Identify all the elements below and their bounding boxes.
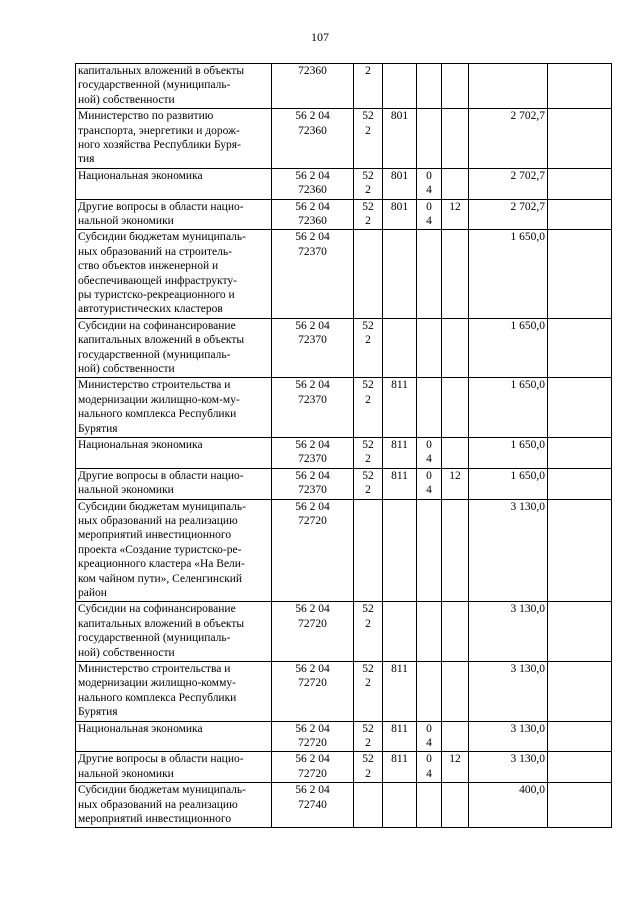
extra-cell (548, 661, 612, 721)
expense-type-cell: 52 2 (354, 199, 383, 230)
table-row (76, 109, 612, 169)
amount-cell: 2 702,7 (469, 168, 548, 199)
amount-cell: 2 702,7 (469, 109, 548, 169)
amount-cell: 3 130,0 (469, 602, 548, 662)
subsection-cell: 12 (442, 468, 469, 499)
row-name-cell: Министерство по развитию транспорта, энергетики и дорож- ного хозяйства Республики Буря- тия (76, 109, 272, 169)
table-row (76, 468, 612, 499)
expense-type-cell (354, 783, 383, 828)
expense-type-cell: 52 2 (354, 437, 383, 468)
amount-cell: 3 130,0 (469, 752, 548, 783)
department-code-cell: 801 (383, 199, 417, 230)
target-article-cell: 56 2 04 72360 (272, 168, 354, 199)
expense-type-cell: 52 2 (354, 721, 383, 752)
section-cell: 0 4 (417, 468, 442, 499)
subsection-cell (442, 499, 469, 602)
amount-cell: 3 130,0 (469, 721, 548, 752)
extra-cell (548, 602, 612, 662)
extra-cell (548, 168, 612, 199)
extra-cell (548, 752, 612, 783)
extra-cell (548, 109, 612, 169)
department-code-cell (383, 64, 417, 109)
budget-table (75, 63, 612, 828)
target-article-cell: 56 2 04 72740 (272, 783, 354, 828)
section-cell (417, 602, 442, 662)
department-code-cell (383, 318, 417, 378)
subsection-cell (442, 783, 469, 828)
row-name-cell: Национальная экономика (76, 168, 272, 199)
amount-cell: 1 650,0 (469, 468, 548, 499)
target-article-cell: 56 2 04 72370 (272, 378, 354, 438)
table-row (76, 721, 612, 752)
section-cell (417, 109, 442, 169)
expense-type-cell: 52 2 (354, 752, 383, 783)
section-cell: 0 4 (417, 168, 442, 199)
section-cell (417, 318, 442, 378)
section-cell: 0 4 (417, 752, 442, 783)
table-body (76, 64, 612, 828)
section-cell (417, 783, 442, 828)
department-code-cell: 811 (383, 468, 417, 499)
amount-cell: 1 650,0 (469, 437, 548, 468)
target-article-cell: 56 2 04 72720 (272, 661, 354, 721)
row-name-cell: Другие вопросы в области нацио- нальной экономики (76, 199, 272, 230)
section-cell (417, 378, 442, 438)
target-article-cell: 56 2 04 72720 (272, 602, 354, 662)
subsection-cell (442, 378, 469, 438)
extra-cell (548, 378, 612, 438)
expense-type-cell: 52 2 (354, 661, 383, 721)
department-code-cell (383, 230, 417, 318)
row-name-cell: Другие вопросы в области нацио- нальной экономики (76, 468, 272, 499)
expense-type-cell (354, 499, 383, 602)
subsection-cell (442, 318, 469, 378)
table-row (76, 230, 612, 318)
expense-type-cell: 2 (354, 64, 383, 109)
amount-cell: 1 650,0 (469, 318, 548, 378)
expense-type-cell: 52 2 (354, 109, 383, 169)
amount-cell (469, 64, 548, 109)
department-code-cell: 801 (383, 168, 417, 199)
section-cell: 0 4 (417, 437, 442, 468)
section-cell (417, 230, 442, 318)
row-name-cell: Субсидии бюджетам муниципаль- ных образований на строитель- ство объектов инженерной и обеспечивающей инфраструкту- ры туристско-рекреационного и автотуристических кластеров (76, 230, 272, 318)
table-row (76, 318, 612, 378)
amount-cell: 2 702,7 (469, 199, 548, 230)
department-code-cell (383, 783, 417, 828)
table-row (76, 499, 612, 602)
target-article-cell: 56 2 04 72720 (272, 721, 354, 752)
expense-type-cell (354, 230, 383, 318)
subsection-cell (442, 230, 469, 318)
target-article-cell: 56 2 04 72720 (272, 752, 354, 783)
department-code-cell: 811 (383, 437, 417, 468)
row-name-cell: Национальная экономика (76, 437, 272, 468)
target-article-cell: 56 2 04 72370 (272, 230, 354, 318)
expense-type-cell: 52 2 (354, 318, 383, 378)
extra-cell (548, 318, 612, 378)
table-row (76, 437, 612, 468)
table-row (76, 378, 612, 438)
subsection-cell (442, 109, 469, 169)
table-row (76, 602, 612, 662)
table-row (76, 752, 612, 783)
expense-type-cell: 52 2 (354, 468, 383, 499)
subsection-cell (442, 64, 469, 109)
target-article-cell: 56 2 04 72370 (272, 468, 354, 499)
subsection-cell: 12 (442, 199, 469, 230)
department-code-cell: 811 (383, 378, 417, 438)
target-article-cell: 56 2 04 72360 (272, 109, 354, 169)
extra-cell (548, 721, 612, 752)
table-row (76, 168, 612, 199)
target-article-cell: 56 2 04 72720 (272, 499, 354, 602)
expense-type-cell: 52 2 (354, 602, 383, 662)
row-name-cell: капитальных вложений в объекты государственной (муниципаль- ной) собственности (76, 64, 272, 109)
row-name-cell: Национальная экономика (76, 721, 272, 752)
extra-cell (548, 64, 612, 109)
extra-cell (548, 199, 612, 230)
subsection-cell (442, 721, 469, 752)
row-name-cell: Министерство строительства и модернизации жилищно-ком-му- нального комплекса Республики Бурятия (76, 378, 272, 438)
page-number: 107 (311, 30, 329, 44)
department-code-cell: 811 (383, 752, 417, 783)
department-code-cell (383, 602, 417, 662)
subsection-cell (442, 602, 469, 662)
row-name-cell: Другие вопросы в области нацио- нальной экономики (76, 752, 272, 783)
section-cell: 0 4 (417, 721, 442, 752)
target-article-cell: 56 2 04 72360 (272, 199, 354, 230)
extra-cell (548, 468, 612, 499)
amount-cell: 1 650,0 (469, 378, 548, 438)
amount-cell: 3 130,0 (469, 661, 548, 721)
table-row (76, 783, 612, 828)
extra-cell (548, 437, 612, 468)
table-row (76, 661, 612, 721)
amount-cell: 3 130,0 (469, 499, 548, 602)
table-row (76, 199, 612, 230)
section-cell: 0 4 (417, 199, 442, 230)
row-name-cell: Субсидии на софинансирование капитальных вложений в объекты государственной (муниципаль- ной) собственности (76, 602, 272, 662)
extra-cell (548, 783, 612, 828)
subsection-cell (442, 437, 469, 468)
section-cell (417, 64, 442, 109)
row-name-cell: Субсидии на софинансирование капитальных вложений в объекты государственной (муниципаль- ной) собственности (76, 318, 272, 378)
amount-cell: 1 650,0 (469, 230, 548, 318)
target-article-cell: 56 2 04 72370 (272, 318, 354, 378)
department-code-cell: 811 (383, 721, 417, 752)
section-cell (417, 499, 442, 602)
expense-type-cell: 52 2 (354, 168, 383, 199)
amount-cell: 400,0 (469, 783, 548, 828)
subsection-cell (442, 661, 469, 721)
subsection-cell: 12 (442, 752, 469, 783)
row-name-cell: Субсидии бюджетам муниципаль- ных образований на реализацию мероприятий инвестиционного проекта «Создание туристско-ре- креационного кластера «На Вели- ком чайном пути», Селенгинский район (76, 499, 272, 602)
expense-type-cell: 52 2 (354, 378, 383, 438)
row-name-cell: Субсидии бюджетам муниципаль- ных образований на реализацию мероприятий инвестиционного (76, 783, 272, 828)
department-code-cell: 811 (383, 661, 417, 721)
target-article-cell: 56 2 04 72370 (272, 437, 354, 468)
subsection-cell (442, 168, 469, 199)
table-row (76, 64, 612, 109)
target-article-cell: 72360 (272, 64, 354, 109)
department-code-cell: 801 (383, 109, 417, 169)
extra-cell (548, 230, 612, 318)
section-cell (417, 661, 442, 721)
row-name-cell: Министерство строительства и модернизации жилищно-комму- нального комплекса Республики Бурятия (76, 661, 272, 721)
department-code-cell (383, 499, 417, 602)
extra-cell (548, 499, 612, 602)
